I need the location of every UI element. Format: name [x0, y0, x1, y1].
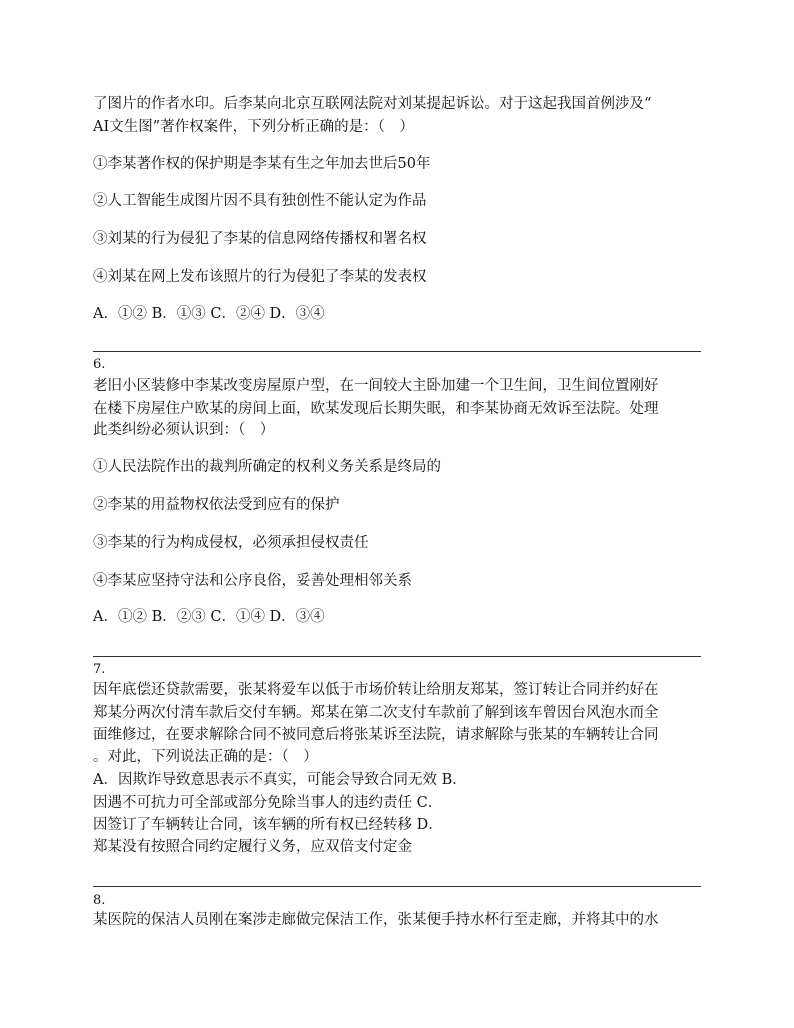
q8-number: 8.: [93, 893, 106, 908]
q7-stem-line-3: 面维修过，在要求解除合同不被同意后将张某诉至法院，请求解除与张某的车辆转让合同: [93, 727, 659, 743]
question-divider: [93, 886, 701, 887]
q6-option-2: ②李某的用益物权依法受到应有的保护: [93, 497, 340, 513]
q6-stem-line-2: 在楼下房屋住户欧某的房间上面，欧某发现后长期失眠，和李某协商无效诉至法院。处理: [93, 401, 659, 417]
q6-option-3: ③李某的行为构成侵权，必须承担侵权责任: [93, 535, 369, 551]
q5-option-3: ③刘某的行为侵犯了李某的信息网络传播权和署名权: [93, 231, 427, 247]
q5-option-1: ①李某著作权的保护期是李某有生之年加去世后50年: [93, 156, 431, 172]
q7-option-line-1: A．因欺诈导致意思表示不真实，可能会导致合同无效 B．: [93, 772, 467, 788]
q7-stem-line-1: 因年底偿还贷款需要，张某将爱车以低于市场价转让给朋友郑某，签订转让合同并约好在: [93, 682, 659, 698]
q5-option-4: ④刘某在网上发布该照片的行为侵犯了李某的发表权: [93, 269, 427, 285]
q8-stem-line-1: 某医院的保洁人员刚在案涉走廊做完保洁工作，张某便手持水杯行至走廊，并将其中的水: [93, 912, 659, 928]
q7-stem-line-4: 。对此，下列说法正确的是：（ ）: [93, 749, 318, 765]
q6-stem-line-1: 老旧小区装修中李某改变房屋原户型，在一间较大主卧加建一个卫生间，卫生间位置刚好: [93, 378, 659, 394]
q6-option-1: ①人民法院作出的裁判所确定的权利义务关系是终局的: [93, 459, 441, 475]
q7-option-line-3: 因签订了车辆转让合同，该车辆的所有权已经转移 D．: [93, 817, 443, 833]
q5-option-2: ②人工智能生成图片因不具有独创性不能认定为作品: [93, 193, 427, 209]
q5-answer-choices: A．①② B．①③ C．②④ D．③④: [93, 306, 325, 322]
question-divider: [93, 351, 701, 352]
q7-stem-line-2: 郑某分两次付清车款后交付车辆。郑某在第二次支付车款前了解到该车曾因台风泡水而全: [93, 705, 659, 721]
q7-option-line-4: 郑某没有按照合同约定履行义务，应双倍支付定金: [93, 839, 412, 855]
question-divider: [93, 656, 701, 657]
q7-number: 7.: [93, 662, 106, 677]
q7-option-line-2: 因遇不可抗力可全部或部分免除当事人的违约责任 C．: [93, 795, 443, 811]
q5-stem-line-2: AI文生图”著作权案件，下列分析正确的是：（ ）: [93, 119, 414, 135]
q6-stem-line-3: 此类纠纷必须认识到：（ ）: [93, 422, 275, 438]
q5-stem-line-1: 了图片的作者水印。后李某向北京互联网法院对刘某提起诉讼。对于这起我国首例涉及“: [93, 96, 652, 112]
q6-answer-choices: A．①② B．②③ C．①④ D．③④: [93, 609, 325, 625]
q6-number: 6.: [93, 357, 106, 372]
q6-option-4: ④李某应坚持守法和公序良俗，妥善处理相邻关系: [93, 573, 412, 589]
